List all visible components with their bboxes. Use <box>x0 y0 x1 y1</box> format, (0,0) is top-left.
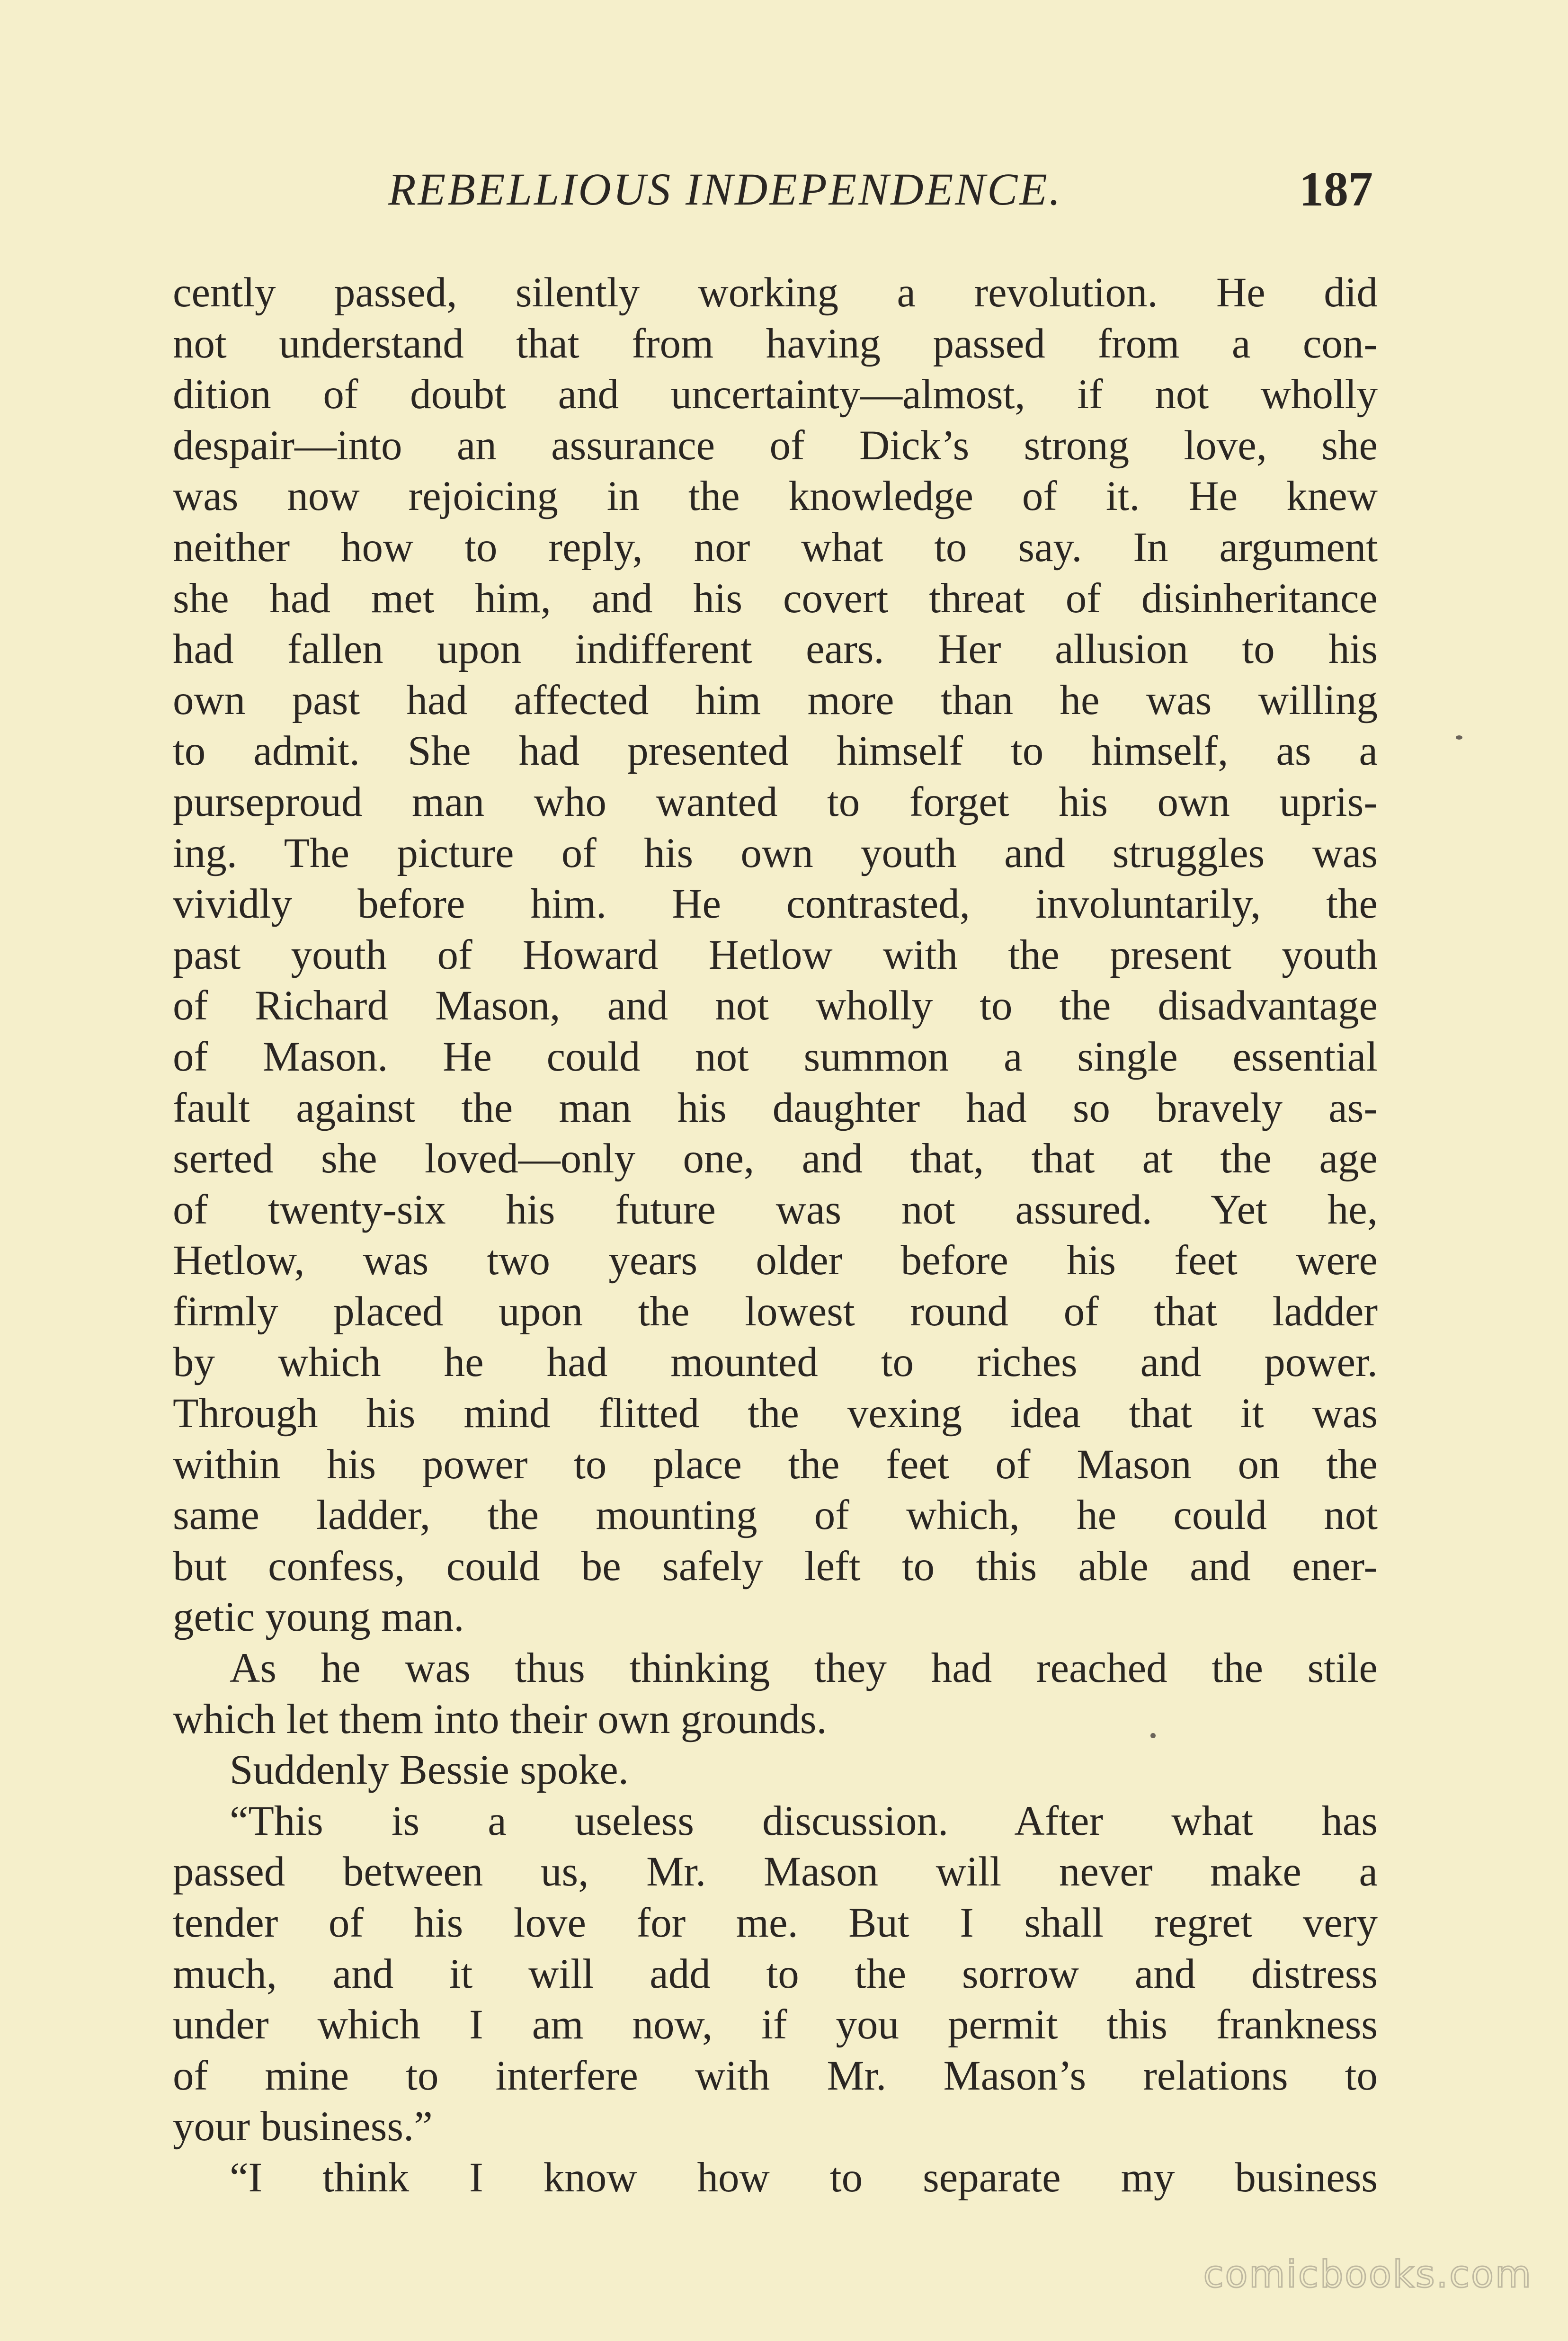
paper-speck <box>1456 735 1462 740</box>
text-line: not understand that from having passed from a con- <box>173 320 1378 367</box>
text-line: past youth of Howard Hetlow with the present youth <box>173 931 1378 978</box>
text-line: within his power to place the feet of Mason on the <box>173 1441 1378 1488</box>
text-line: dition of doubt and uncertainty—almost, if not wholly <box>173 371 1378 418</box>
text-line: of Mason. He could not summon a single essential <box>173 1033 1378 1080</box>
text-line: serted she loved—only one, and that, that at the age <box>173 1135 1378 1182</box>
text-line: firmly placed upon the lowest round of that ladder <box>173 1288 1378 1335</box>
text-line: purseproud man who wanted to forget his own upris- <box>173 778 1378 825</box>
text-line: “This is a useless discussion. After what has <box>230 1797 1378 1844</box>
running-title: REBELLIOUS INDEPENDENCE. <box>388 164 1062 214</box>
text-line: same ladder, the mounting of which, he could not <box>173 1492 1378 1539</box>
text-line: of Richard Mason, and not wholly to the disadvantage <box>173 983 1378 1029</box>
paper-speck <box>1150 1733 1156 1738</box>
text-line: had fallen upon indifferent ears. Her allusion to his <box>173 626 1378 673</box>
text-line: getic young man. <box>173 1594 464 1641</box>
text-line: tender of his love for me. But I shall regret very <box>173 1900 1378 1946</box>
text-line: own past had affected him more than he was willing <box>173 677 1378 724</box>
text-line: neither how to reply, nor what to say. In argument <box>173 524 1378 571</box>
text-line: much, and it will add to the sorrow and distress <box>173 1950 1378 1997</box>
text-line: Suddenly Bessie spoke. <box>230 1747 629 1794</box>
text-line: As he was thus thinking they had reached the stile <box>230 1645 1378 1692</box>
text-line: cently passed, silently working a revolution. He did <box>173 269 1378 316</box>
running-head <box>388 161 1373 218</box>
text-line: by which he had mounted to riches and power. <box>173 1339 1378 1386</box>
text-line: passed between us, Mr. Mason will never make a <box>173 1849 1378 1895</box>
text-line: which let them into their own grounds. <box>173 1696 827 1742</box>
text-line: she had met him, and his covert threat of disinheritance <box>173 575 1378 622</box>
watermark: comicbooks.com <box>1203 2253 1532 2296</box>
text-line: to admit. She had presented himself to himself, as a <box>173 728 1378 775</box>
text-line: of twenty-six his future was not assured. Yet he, <box>173 1186 1378 1233</box>
text-line: Hetlow, was two years older before his feet were <box>173 1237 1378 1284</box>
text-line: under which I am now, if you permit this frankness <box>173 2001 1378 2048</box>
text-line: was now rejoicing in the knowledge of it. He knew <box>173 473 1378 520</box>
body-text <box>173 268 1378 2204</box>
text-line: ing. The picture of his own youth and struggles was <box>173 830 1378 876</box>
text-line: “I think I know how to separate my business <box>230 2154 1378 2201</box>
text-line: of mine to interfere with Mr. Mason’s relations to <box>173 2052 1378 2099</box>
text-line: fault against the man his daughter had so bravely as- <box>173 1084 1378 1131</box>
page-number: 187 <box>1299 162 1373 216</box>
text-line: Through his mind flitted the vexing idea that it was <box>173 1390 1378 1437</box>
text-line: but confess, could be safely left to this able and ener- <box>173 1543 1378 1590</box>
text-line: your business.” <box>173 2103 433 2150</box>
text-line: vividly before him. He contrasted, involuntarily, the <box>173 881 1378 928</box>
text-line: despair—into an assurance of Dick’s strong love, she <box>173 422 1378 469</box>
